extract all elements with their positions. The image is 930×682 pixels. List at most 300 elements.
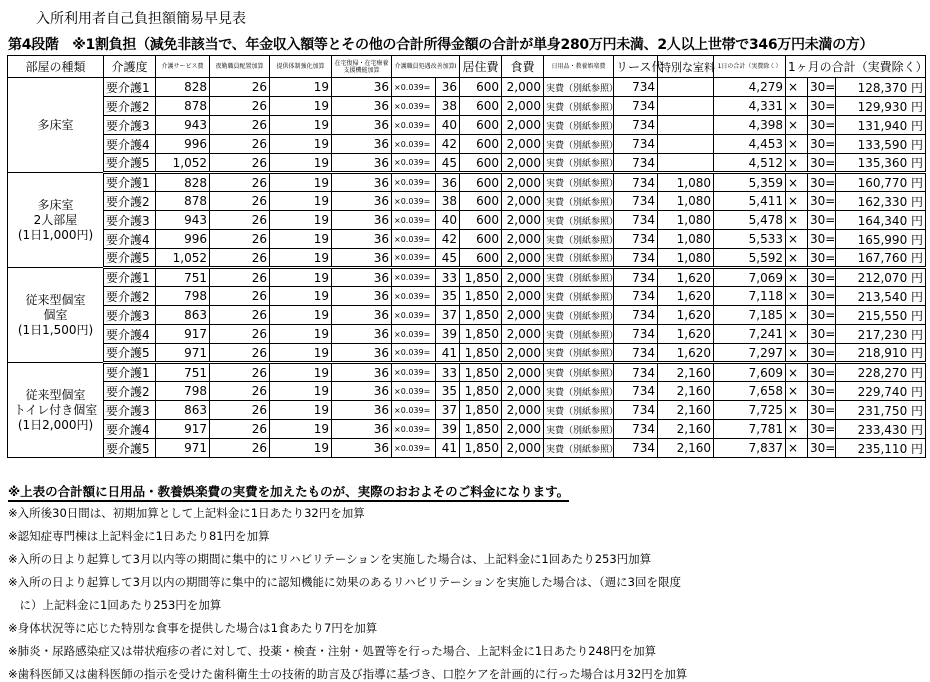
meal-cell: 2,000 — [502, 344, 544, 363]
multiplier-cell: ×0.039= — [392, 439, 436, 458]
note-item: ※身体状況等に応じた特別な食事を提供した場合は1食あたり7円を加算 — [8, 621, 378, 635]
service-fee-cell: 971 — [156, 344, 210, 363]
home-return-cell: 36 — [332, 173, 392, 192]
daily-total-cell: 5,592 — [714, 249, 786, 268]
care-level-cell: 要介護5 — [104, 154, 156, 173]
multiplier-cell: ×0.039= — [392, 382, 436, 401]
times-cell: × — [786, 363, 808, 382]
night-staff-cell: 26 — [210, 325, 270, 344]
service-fee-cell: 943 — [156, 211, 210, 230]
multiplier-cell: ×0.039= — [392, 230, 436, 249]
daily-total-cell: 7,609 — [714, 363, 786, 382]
daily-total-cell: 4,331 — [714, 97, 786, 116]
daily-goods-cell: 実費（別紙参照） — [544, 173, 614, 192]
lease-cell: 734 — [614, 306, 658, 325]
daily-total-cell: 7,241 — [714, 325, 786, 344]
special-room-cell: 1,080 — [658, 211, 714, 230]
night-staff-cell: 26 — [210, 268, 270, 287]
daily-goods-cell: 実費（別紙参照） — [544, 344, 614, 363]
lease-cell: 734 — [614, 382, 658, 401]
daily-goods-cell: 実費（別紙参照） — [544, 135, 614, 154]
daily-total-cell: 4,398 — [714, 116, 786, 135]
staff-treatment-cell: 39 — [436, 325, 460, 344]
care-level-cell: 要介護1 — [104, 173, 156, 192]
night-staff-cell: 26 — [210, 230, 270, 249]
daily-total-cell: 7,725 — [714, 401, 786, 420]
monthly-total-cell: 217,230 円 — [836, 325, 926, 344]
service-fee-cell: 751 — [156, 268, 210, 287]
service-fee-cell: 863 — [156, 401, 210, 420]
header-staff-treatment: 介護職員処遇改善加算Ⅰ — [392, 56, 460, 78]
table-body — [8, 78, 926, 458]
system-strength-cell: 19 — [270, 439, 332, 458]
staff-treatment-cell: 40 — [436, 211, 460, 230]
night-staff-cell: 26 — [210, 382, 270, 401]
times-cell: × — [786, 116, 808, 135]
staff-treatment-cell: 38 — [436, 192, 460, 211]
table-row — [8, 249, 926, 268]
housing-cell: 1,850 — [460, 401, 502, 420]
table-row — [8, 192, 926, 211]
table-row — [8, 363, 926, 382]
daily-total-cell: 7,658 — [714, 382, 786, 401]
housing-cell: 1,850 — [460, 439, 502, 458]
days-cell: 30= — [808, 192, 836, 211]
lease-cell: 734 — [614, 287, 658, 306]
days-cell: 30= — [808, 173, 836, 192]
staff-treatment-cell: 36 — [436, 78, 460, 97]
monthly-total-cell: 218,910 円 — [836, 344, 926, 363]
daily-total-cell: 7,069 — [714, 268, 786, 287]
room-type-cell: 従来型個室 個室 (1日1,500円) — [8, 268, 104, 363]
service-fee-cell: 971 — [156, 439, 210, 458]
home-return-cell: 36 — [332, 97, 392, 116]
housing-cell: 1,850 — [460, 363, 502, 382]
care-level-cell: 要介護2 — [104, 192, 156, 211]
service-fee-cell: 1,052 — [156, 249, 210, 268]
days-cell: 30= — [808, 268, 836, 287]
special-room-cell: 2,160 — [658, 420, 714, 439]
header-home-return: 在宅復帰・在宅療養支援機能加算 — [332, 56, 392, 78]
lease-cell: 734 — [614, 192, 658, 211]
days-cell: 30= — [808, 116, 836, 135]
header-system-strength: 提供体制強化加算 — [270, 56, 332, 78]
days-cell: 30= — [808, 344, 836, 363]
main-note: ※上表の合計額に日用品・教養娯楽費の実費を加えたものが、実際のおおよそのご料金になります。 — [8, 482, 569, 502]
table-row — [8, 325, 926, 344]
system-strength-cell: 19 — [270, 344, 332, 363]
table-header-row — [8, 56, 926, 78]
special-room-cell: 2,160 — [658, 363, 714, 382]
monthly-total-cell: 228,270 円 — [836, 363, 926, 382]
days-cell: 30= — [808, 363, 836, 382]
daily-total-cell: 7,118 — [714, 287, 786, 306]
system-strength-cell: 19 — [270, 135, 332, 154]
monthly-total-cell: 229,740 円 — [836, 382, 926, 401]
table-row — [8, 268, 926, 287]
daily-total-cell: 5,411 — [714, 192, 786, 211]
monthly-total-cell: 128,370 円 — [836, 78, 926, 97]
staff-treatment-cell: 42 — [436, 230, 460, 249]
care-level-cell: 要介護3 — [104, 211, 156, 230]
lease-cell: 734 — [614, 116, 658, 135]
care-level-cell: 要介護5 — [104, 344, 156, 363]
home-return-cell: 36 — [332, 401, 392, 420]
care-level-cell: 要介護1 — [104, 78, 156, 97]
night-staff-cell: 26 — [210, 401, 270, 420]
daily-total-cell: 7,297 — [714, 344, 786, 363]
multiplier-cell: ×0.039= — [392, 401, 436, 420]
daily-goods-cell: 実費（別紙参照） — [544, 97, 614, 116]
home-return-cell: 36 — [332, 230, 392, 249]
housing-cell: 1,850 — [460, 325, 502, 344]
daily-total-cell: 7,185 — [714, 306, 786, 325]
meal-cell: 2,000 — [502, 173, 544, 192]
meal-cell: 2,000 — [502, 268, 544, 287]
page-subtitle: 第4段階 ※1割負担（減免非該当で、年金収入額等とその他の合計所得金額の合計が単身280万円未満、2人以上世帯で346万円未満の方） — [8, 37, 874, 53]
special-room-cell: 1,080 — [658, 192, 714, 211]
daily-total-cell: 4,279 — [714, 78, 786, 97]
night-staff-cell: 26 — [210, 249, 270, 268]
care-level-cell: 要介護1 — [104, 268, 156, 287]
night-staff-cell: 26 — [210, 306, 270, 325]
daily-total-cell: 5,478 — [714, 211, 786, 230]
care-level-cell: 要介護2 — [104, 382, 156, 401]
multiplier-cell: ×0.039= — [392, 154, 436, 173]
housing-cell: 1,850 — [460, 420, 502, 439]
staff-treatment-cell: 45 — [436, 154, 460, 173]
housing-cell: 600 — [460, 78, 502, 97]
daily-goods-cell: 実費（別紙参照） — [544, 249, 614, 268]
system-strength-cell: 19 — [270, 287, 332, 306]
housing-cell: 1,850 — [460, 344, 502, 363]
staff-treatment-cell: 37 — [436, 306, 460, 325]
times-cell: × — [786, 135, 808, 154]
meal-cell: 2,000 — [502, 325, 544, 344]
header-room-type: 部屋の種類 — [8, 56, 104, 78]
night-staff-cell: 26 — [210, 135, 270, 154]
lease-cell: 734 — [614, 135, 658, 154]
night-staff-cell: 26 — [210, 192, 270, 211]
system-strength-cell: 19 — [270, 154, 332, 173]
multiplier-cell: ×0.039= — [392, 211, 436, 230]
special-room-cell — [658, 154, 714, 173]
care-level-cell: 要介護4 — [104, 230, 156, 249]
staff-treatment-cell: 41 — [436, 439, 460, 458]
service-fee-cell: 798 — [156, 382, 210, 401]
system-strength-cell: 19 — [270, 192, 332, 211]
housing-cell: 600 — [460, 135, 502, 154]
staff-treatment-cell: 35 — [436, 287, 460, 306]
daily-goods-cell: 実費（別紙参照） — [544, 363, 614, 382]
staff-treatment-cell: 37 — [436, 401, 460, 420]
header-service-fee: 介護サービス費 — [156, 56, 210, 78]
night-staff-cell: 26 — [210, 116, 270, 135]
staff-treatment-cell: 33 — [436, 268, 460, 287]
multiplier-cell: ×0.039= — [392, 306, 436, 325]
header-housing: 居住費 — [460, 56, 502, 78]
lease-cell: 734 — [614, 211, 658, 230]
multiplier-cell: ×0.039= — [392, 97, 436, 116]
daily-total-cell: 7,781 — [714, 420, 786, 439]
service-fee-cell: 828 — [156, 173, 210, 192]
care-level-cell: 要介護1 — [104, 363, 156, 382]
housing-cell: 600 — [460, 173, 502, 192]
header-lease: リース代 — [614, 56, 658, 78]
note-item: ※肺炎・尿路感染症又は帯状疱疹の者に対して、投薬・検査・注射・処置等を行った場合、上記料金に1日あたり248円を加算 — [8, 644, 657, 658]
meal-cell: 2,000 — [502, 401, 544, 420]
days-cell: 30= — [808, 97, 836, 116]
daily-total-cell: 4,512 — [714, 154, 786, 173]
housing-cell: 600 — [460, 192, 502, 211]
service-fee-cell: 828 — [156, 78, 210, 97]
meal-cell: 2,000 — [502, 192, 544, 211]
meal-cell: 2,000 — [502, 230, 544, 249]
staff-treatment-cell: 33 — [436, 363, 460, 382]
system-strength-cell: 19 — [270, 230, 332, 249]
multiplier-cell: ×0.039= — [392, 78, 436, 97]
special-room-cell: 2,160 — [658, 439, 714, 458]
service-fee-cell: 751 — [156, 363, 210, 382]
care-level-cell: 要介護3 — [104, 306, 156, 325]
home-return-cell: 36 — [332, 439, 392, 458]
staff-treatment-cell: 39 — [436, 420, 460, 439]
night-staff-cell: 26 — [210, 439, 270, 458]
days-cell: 30= — [808, 135, 836, 154]
daily-goods-cell: 実費（別紙参照） — [544, 420, 614, 439]
meal-cell: 2,000 — [502, 420, 544, 439]
daily-goods-cell: 実費（別紙参照） — [544, 306, 614, 325]
multiplier-cell: ×0.039= — [392, 192, 436, 211]
daily-goods-cell: 実費（別紙参照） — [544, 230, 614, 249]
home-return-cell: 36 — [332, 154, 392, 173]
night-staff-cell: 26 — [210, 287, 270, 306]
system-strength-cell: 19 — [270, 211, 332, 230]
service-fee-cell: 878 — [156, 97, 210, 116]
home-return-cell: 36 — [332, 325, 392, 344]
home-return-cell: 36 — [332, 268, 392, 287]
header-daily-total: 1日の合計（実費除く） — [714, 56, 786, 78]
page-title: 入所利用者自己負担額簡易早見表 — [36, 11, 246, 27]
times-cell: × — [786, 211, 808, 230]
special-room-cell — [658, 97, 714, 116]
lease-cell: 734 — [614, 420, 658, 439]
service-fee-cell: 917 — [156, 420, 210, 439]
service-fee-cell: 917 — [156, 325, 210, 344]
times-cell: × — [786, 192, 808, 211]
care-level-cell: 要介護4 — [104, 135, 156, 154]
daily-goods-cell: 実費（別紙参照） — [544, 382, 614, 401]
lease-cell: 734 — [614, 439, 658, 458]
lease-cell: 734 — [614, 230, 658, 249]
table-row — [8, 230, 926, 249]
table-row — [8, 154, 926, 173]
staff-treatment-cell: 41 — [436, 344, 460, 363]
table-row — [8, 401, 926, 420]
daily-total-cell: 7,837 — [714, 439, 786, 458]
housing-cell: 600 — [460, 97, 502, 116]
times-cell: × — [786, 401, 808, 420]
special-room-cell — [658, 135, 714, 154]
note-item: に）上記料金に1回あたり253円を加算 — [8, 598, 222, 612]
special-room-cell: 1,620 — [658, 344, 714, 363]
special-room-cell: 1,620 — [658, 306, 714, 325]
times-cell: × — [786, 173, 808, 192]
multiplier-cell: ×0.039= — [392, 420, 436, 439]
daily-goods-cell: 実費（別紙参照） — [544, 211, 614, 230]
times-cell: × — [786, 382, 808, 401]
service-fee-cell: 996 — [156, 135, 210, 154]
system-strength-cell: 19 — [270, 401, 332, 420]
monthly-total-cell: 131,940 円 — [836, 116, 926, 135]
table-row — [8, 173, 926, 192]
monthly-total-cell: 165,990 円 — [836, 230, 926, 249]
system-strength-cell: 19 — [270, 363, 332, 382]
monthly-total-cell: 167,760 円 — [836, 249, 926, 268]
monthly-total-cell: 164,340 円 — [836, 211, 926, 230]
room-type-cell: 多床室 — [8, 78, 104, 173]
note-item: ※歯科医師又は歯科医師の指示を受けた歯科衛生士の技術的助言及び指導に基づき、口腔ケアを計画的に行った場合は月32円を加算 — [8, 667, 688, 681]
daily-goods-cell: 実費（別紙参照） — [544, 439, 614, 458]
times-cell: × — [786, 287, 808, 306]
table-row — [8, 116, 926, 135]
lease-cell: 734 — [614, 97, 658, 116]
days-cell: 30= — [808, 382, 836, 401]
times-cell: × — [786, 344, 808, 363]
home-return-cell: 36 — [332, 382, 392, 401]
table-row — [8, 382, 926, 401]
meal-cell: 2,000 — [502, 78, 544, 97]
night-staff-cell: 26 — [210, 154, 270, 173]
monthly-total-cell: 212,070 円 — [836, 268, 926, 287]
table-row — [8, 287, 926, 306]
home-return-cell: 36 — [332, 135, 392, 154]
special-room-cell: 1,620 — [658, 268, 714, 287]
housing-cell: 1,850 — [460, 287, 502, 306]
monthly-total-cell: 233,430 円 — [836, 420, 926, 439]
lease-cell: 734 — [614, 173, 658, 192]
monthly-total-cell: 162,330 円 — [836, 192, 926, 211]
home-return-cell: 36 — [332, 192, 392, 211]
monthly-total-cell: 235,110 円 — [836, 439, 926, 458]
system-strength-cell: 19 — [270, 249, 332, 268]
meal-cell: 2,000 — [502, 439, 544, 458]
system-strength-cell: 19 — [270, 78, 332, 97]
daily-goods-cell: 実費（別紙参照） — [544, 401, 614, 420]
service-fee-cell: 996 — [156, 230, 210, 249]
meal-cell: 2,000 — [502, 135, 544, 154]
home-return-cell: 36 — [332, 287, 392, 306]
system-strength-cell: 19 — [270, 306, 332, 325]
note-item: ※入所の日より起算して3月以内等の期間に集中的にリハビリテーションを実施した場合は、上記料金に1回あたり253円加算 — [8, 552, 652, 566]
daily-goods-cell: 実費（別紙参照） — [544, 154, 614, 173]
staff-treatment-cell: 42 — [436, 135, 460, 154]
days-cell: 30= — [808, 230, 836, 249]
housing-cell: 600 — [460, 116, 502, 135]
daily-goods-cell: 実費（別紙参照） — [544, 268, 614, 287]
home-return-cell: 36 — [332, 420, 392, 439]
care-level-cell: 要介護2 — [104, 97, 156, 116]
room-type-cell: 従来型個室 トイレ付き個室 (1日2,000円) — [8, 363, 104, 458]
meal-cell: 2,000 — [502, 306, 544, 325]
multiplier-cell: ×0.039= — [392, 287, 436, 306]
night-staff-cell: 26 — [210, 173, 270, 192]
lease-cell: 734 — [614, 325, 658, 344]
service-fee-cell: 878 — [156, 192, 210, 211]
days-cell: 30= — [808, 249, 836, 268]
monthly-total-cell: 135,360 円 — [836, 154, 926, 173]
system-strength-cell: 19 — [270, 173, 332, 192]
night-staff-cell: 26 — [210, 363, 270, 382]
note-item: ※入所後30日間は、初期加算として上記料金に1日あたり32円を加算 — [8, 506, 365, 520]
service-fee-cell: 798 — [156, 287, 210, 306]
multiplier-cell: ×0.039= — [392, 268, 436, 287]
times-cell: × — [786, 154, 808, 173]
staff-treatment-cell: 45 — [436, 249, 460, 268]
night-staff-cell: 26 — [210, 211, 270, 230]
home-return-cell: 36 — [332, 78, 392, 97]
daily-goods-cell: 実費（別紙参照） — [544, 78, 614, 97]
table-row — [8, 135, 926, 154]
note-item: ※認知症専門棟は上記料金に1日あたり81円を加算 — [8, 529, 270, 543]
header-monthly-total: 1ヶ月の合計（実費除く） — [786, 56, 926, 78]
system-strength-cell: 19 — [270, 420, 332, 439]
lease-cell: 734 — [614, 78, 658, 97]
table-row — [8, 306, 926, 325]
daily-total-cell: 4,453 — [714, 135, 786, 154]
care-level-cell: 要介護3 — [104, 116, 156, 135]
monthly-total-cell: 160,770 円 — [836, 173, 926, 192]
care-level-cell: 要介護2 — [104, 287, 156, 306]
housing-cell: 1,850 — [460, 268, 502, 287]
home-return-cell: 36 — [332, 211, 392, 230]
special-room-cell — [658, 116, 714, 135]
days-cell: 30= — [808, 154, 836, 173]
night-staff-cell: 26 — [210, 97, 270, 116]
multiplier-cell: ×0.039= — [392, 249, 436, 268]
daily-goods-cell: 実費（別紙参照） — [544, 116, 614, 135]
times-cell: × — [786, 306, 808, 325]
meal-cell: 2,000 — [502, 382, 544, 401]
system-strength-cell: 19 — [270, 382, 332, 401]
housing-cell: 600 — [460, 154, 502, 173]
monthly-total-cell: 213,540 円 — [836, 287, 926, 306]
night-staff-cell: 26 — [210, 344, 270, 363]
special-room-cell: 1,080 — [658, 249, 714, 268]
night-staff-cell: 26 — [210, 420, 270, 439]
table-row — [8, 97, 926, 116]
times-cell: × — [786, 268, 808, 287]
meal-cell: 2,000 — [502, 249, 544, 268]
days-cell: 30= — [808, 211, 836, 230]
days-cell: 30= — [808, 439, 836, 458]
table-row — [8, 439, 926, 458]
meal-cell: 2,000 — [502, 116, 544, 135]
service-fee-cell: 943 — [156, 116, 210, 135]
special-room-cell: 1,620 — [658, 287, 714, 306]
days-cell: 30= — [808, 325, 836, 344]
times-cell: × — [786, 230, 808, 249]
header-night-staff: 夜勤職員配置加算 — [210, 56, 270, 78]
table-row — [8, 78, 926, 97]
service-fee-cell: 863 — [156, 306, 210, 325]
system-strength-cell: 19 — [270, 325, 332, 344]
care-level-cell: 要介護5 — [104, 249, 156, 268]
monthly-total-cell: 231,750 円 — [836, 401, 926, 420]
care-level-cell: 要介護5 — [104, 439, 156, 458]
staff-treatment-cell: 38 — [436, 97, 460, 116]
days-cell: 30= — [808, 287, 836, 306]
